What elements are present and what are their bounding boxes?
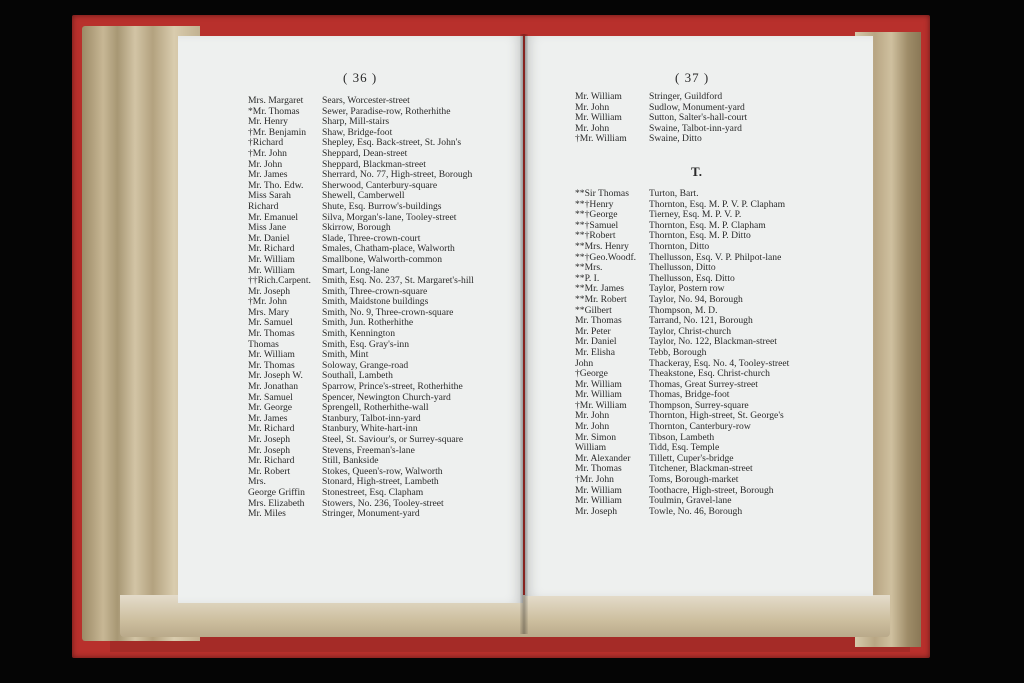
entry-address: Stevens, Freeman's-lane xyxy=(322,445,415,456)
list-item xyxy=(575,337,865,348)
entry-name: †Mr. John xyxy=(248,148,287,159)
entry-address: Shepley, Esq. Back-street, St. John's xyxy=(322,138,462,149)
entry-name: Mr. Thomas xyxy=(575,316,622,327)
list-item xyxy=(248,403,518,414)
entry-name: †Mr. William xyxy=(575,400,627,411)
entry-name: Mr. John xyxy=(575,411,610,422)
entry-name: Mr. John xyxy=(575,123,610,134)
entry-address: Smith, No. 9, Three-crown-square xyxy=(322,307,454,318)
entry-address: Sudlow, Monument-yard xyxy=(649,102,745,113)
entry-address: Smallbone, Walworth-common xyxy=(322,254,443,265)
entry-address: Stowers, No. 236, Tooley-street xyxy=(322,498,444,509)
list-item xyxy=(248,181,518,192)
entry-name: Mr. William xyxy=(248,254,295,265)
entry-name: †Mr. Benjamin xyxy=(248,127,307,138)
list-item xyxy=(575,433,865,444)
entry-name: Mr. Elisha xyxy=(575,347,615,358)
list-item xyxy=(575,422,865,433)
list-item xyxy=(248,424,518,435)
list-item xyxy=(575,411,865,422)
list-item xyxy=(248,361,518,372)
list-item xyxy=(248,234,518,245)
entry-address: Thackeray, Esq. No. 4, Tooley-street xyxy=(649,358,790,369)
list-item xyxy=(575,316,865,327)
entry-address: Smith, Esq. Gray's-inn xyxy=(322,339,410,350)
entry-name: Mr. Emanuel xyxy=(248,212,299,223)
entry-name: George Griffin xyxy=(248,487,305,498)
entry-address: Stonard, High-street, Lambeth xyxy=(322,477,439,488)
page-number: ( 36 ) xyxy=(343,70,378,85)
entry-address: Stringer, Monument-yard xyxy=(322,509,420,520)
list-item xyxy=(248,308,518,319)
entry-list xyxy=(575,189,865,517)
entry-address: Silva, Morgan's-lane, Tooley-street xyxy=(322,212,457,223)
entry-name: Mr. James xyxy=(248,413,288,424)
entry-address: Tibson, Lambeth xyxy=(649,432,715,443)
entry-name: **†Geo.Woodf. xyxy=(575,252,637,263)
entry-name: Mrs. Mary xyxy=(248,307,290,318)
entry-address: Stringer, Guildford xyxy=(649,92,723,102)
entry-address: Stanbury, White-hart-inn xyxy=(322,424,418,435)
entry-address: Taylor, Christ-church xyxy=(649,326,732,337)
entry-address: Thellusson, Esq. Ditto xyxy=(649,273,735,284)
entry-address: Smith, Three-crown-square xyxy=(322,286,428,297)
entry-address: Tarrand, No. 121, Borough xyxy=(649,316,753,327)
list-item xyxy=(248,287,518,298)
list-item xyxy=(575,231,865,242)
entry-name: Mr. Peter xyxy=(575,326,611,337)
list-item xyxy=(248,329,518,340)
list-item xyxy=(575,253,865,264)
entry-name: Mr. Thomas xyxy=(248,360,295,371)
entry-address: Turton, Bart. xyxy=(649,189,699,199)
entry-address: Smales, Chatham-place, Walworth xyxy=(322,244,455,255)
entry-address: Slade, Three-crown-court xyxy=(322,233,421,244)
entry-name: **Mrs. xyxy=(575,263,603,274)
list-item xyxy=(248,509,518,520)
page-number: ( 37 ) xyxy=(675,70,710,85)
list-item xyxy=(575,263,865,274)
entry-address: Titchener, Blackman-street xyxy=(649,464,753,475)
entry-address: Toulmin, Gravel-lane xyxy=(649,496,732,507)
list-item xyxy=(575,295,865,306)
entry-name: Mr. William xyxy=(575,113,622,124)
list-item xyxy=(248,276,518,287)
entry-name: Mr. William xyxy=(248,265,295,276)
entry-address: Toothacre, High-street, Borough xyxy=(649,485,774,496)
list-item xyxy=(575,274,865,285)
list-item xyxy=(575,380,865,391)
entry-name: Mr. Joseph xyxy=(248,445,291,456)
entry-name: Mr. William xyxy=(575,379,622,390)
entry-address: Soloway, Grange-road xyxy=(322,360,409,371)
entry-name: Mr. John xyxy=(248,159,283,170)
list-item xyxy=(248,117,518,128)
entry-name: **†George xyxy=(575,210,618,221)
entry-name: John xyxy=(575,358,594,369)
entry-address: Shewell, Camberwell xyxy=(322,191,405,202)
entry-address: Sherwood, Canterbury-square xyxy=(322,180,438,191)
entry-address: Smith, Mint xyxy=(322,350,369,361)
entry-name: Miss Sarah xyxy=(248,191,291,202)
list-item xyxy=(575,189,865,200)
entry-name: Mr. James xyxy=(248,170,288,181)
entry-name: Mr. Henry xyxy=(248,117,288,128)
entry-name: Mr. Samuel xyxy=(248,318,293,329)
list-item xyxy=(248,318,518,329)
entry-name: ††Rich.Carpent. xyxy=(248,276,311,287)
entry-name: **Mr. James xyxy=(575,284,625,295)
entry-name: †Richard xyxy=(248,138,284,149)
list-item xyxy=(575,507,865,518)
entry-name: Mr. Thomas xyxy=(575,464,622,475)
list-item xyxy=(248,446,518,457)
list-item xyxy=(248,456,518,467)
entry-name: Mrs. Elizabeth xyxy=(248,498,305,509)
entry-address: Sharp, Mill-stairs xyxy=(322,117,390,128)
entry-address: Towle, No. 46, Borough xyxy=(649,506,743,517)
list-item xyxy=(248,213,518,224)
list-item xyxy=(248,107,518,118)
list-item xyxy=(575,486,865,497)
entry-name: Miss Jane xyxy=(248,223,287,234)
list-item xyxy=(248,350,518,361)
entry-address: Sprengell, Rotherhithe-wall xyxy=(322,403,429,414)
list-item xyxy=(248,477,518,488)
entry-address: Steel, St. Saviour's, or Surrey-square xyxy=(322,435,464,445)
entry-address: Tidd, Esq. Temple xyxy=(649,443,720,454)
entry-address: Thompson, M. D. xyxy=(649,305,718,316)
entry-list xyxy=(575,92,865,145)
list-item xyxy=(575,242,865,253)
list-item xyxy=(248,266,518,277)
entry-address: Thornton, High-street, St. George's xyxy=(649,411,784,422)
entry-name: Mrs. xyxy=(248,477,266,488)
entry-address: Smith, Kennington xyxy=(322,329,396,340)
list-item xyxy=(575,306,865,317)
entry-name: Richard xyxy=(248,201,279,212)
entry-name: Mr. Tho. Edw. xyxy=(248,180,304,191)
entry-address: Thellusson, Ditto xyxy=(649,263,716,274)
entry-address: Taylor, Postern row xyxy=(649,284,725,295)
entry-address: Sheppard, Dean-street xyxy=(322,148,408,159)
list-item xyxy=(248,499,518,510)
list-item xyxy=(575,221,865,232)
section-letter: T. xyxy=(691,164,702,179)
entry-name: Mr. Daniel xyxy=(575,337,617,348)
entry-name: Mr. George xyxy=(248,403,293,414)
entry-name: Mr. John xyxy=(575,102,610,113)
list-item xyxy=(575,369,865,380)
entry-address: Sherrard, No. 77, High-street, Borough xyxy=(322,170,473,181)
entry-address: Tillett, Cuper's-bridge xyxy=(649,453,734,464)
entry-name: Mr. William xyxy=(575,485,622,496)
list-item xyxy=(248,223,518,234)
list-item xyxy=(575,103,865,114)
list-item xyxy=(575,327,865,338)
entry-name: Mr. Alexander xyxy=(575,453,631,464)
entry-name: Mr. Robert xyxy=(248,466,291,477)
list-item xyxy=(248,297,518,308)
list-item xyxy=(248,393,518,404)
list-item xyxy=(575,134,865,145)
entry-name: **Sir Thomas xyxy=(575,189,629,199)
entry-address: Thornton, Esq. M. P. Clapham xyxy=(649,220,766,231)
list-item xyxy=(575,200,865,211)
list-item xyxy=(575,496,865,507)
list-item xyxy=(575,359,865,370)
list-item xyxy=(248,160,518,171)
list-item xyxy=(248,202,518,213)
entry-name: William xyxy=(575,443,607,454)
entry-address: Taylor, No. 122, Blackman-street xyxy=(649,337,777,348)
entry-name: **P. I. xyxy=(575,273,600,284)
entry-address: Swaine, Ditto xyxy=(649,134,702,145)
list-item xyxy=(248,488,518,499)
entry-address: Sutton, Salter's-hall-court xyxy=(649,113,748,124)
entry-name: **†Henry xyxy=(575,199,614,210)
book-gutter xyxy=(520,34,528,634)
list-item xyxy=(248,138,518,149)
entry-address: Stanbury, Talbot-inn-yard xyxy=(322,413,421,424)
entry-name: Mr. Samuel xyxy=(248,392,293,403)
list-item xyxy=(575,475,865,486)
entry-name: Mr. William xyxy=(575,92,622,102)
list-item xyxy=(575,464,865,475)
entry-name: Mr. Daniel xyxy=(248,233,290,244)
entry-address: Southall, Lambeth xyxy=(322,371,393,382)
list-item xyxy=(248,382,518,393)
list-item xyxy=(575,454,865,465)
entry-address: Sheppard, Blackman-street xyxy=(322,159,426,170)
entry-address: Stokes, Queen's-row, Walworth xyxy=(322,466,443,477)
list-item xyxy=(248,244,518,255)
entry-name: Mr. John xyxy=(575,422,610,433)
entry-address: Sears, Worcester-street xyxy=(322,96,410,106)
entry-name: †Mr. John xyxy=(248,297,287,308)
entry-address: Smart, Long-lane xyxy=(322,265,390,276)
entry-address: Theakstone, Esq. Christ-church xyxy=(649,369,770,380)
entry-name: Mr. Miles xyxy=(248,509,286,520)
entry-name: Mr. Joseph xyxy=(575,506,618,517)
entry-name: Mr. Joseph W. xyxy=(248,371,303,382)
right-page xyxy=(525,36,873,596)
list-item xyxy=(575,92,865,103)
entry-address: Spencer, Newington Church-yard xyxy=(322,392,451,403)
entry-address: Shute, Esq. Burrow's-buildings xyxy=(322,201,442,212)
entry-name: †Mr. William xyxy=(575,134,627,145)
entry-address: Toms, Borough-market xyxy=(649,475,739,486)
entry-address: Thornton, Ditto xyxy=(649,241,710,252)
list-item xyxy=(248,340,518,351)
list-item xyxy=(575,210,865,221)
list-item xyxy=(248,170,518,181)
entry-name: Mrs. Margaret xyxy=(248,96,304,106)
entry-address: Still, Bankside xyxy=(322,456,379,467)
entry-address: Thornton, Esq. M. P. Ditto xyxy=(649,231,751,242)
entry-address: Sewer, Paradise-row, Rotherhithe xyxy=(322,106,451,117)
entry-address: Thomas, Bridge-foot xyxy=(649,390,730,401)
list-item xyxy=(575,390,865,401)
entry-name: Mr. Jonathan xyxy=(248,382,299,393)
entry-address: Thellusson, Esq. V. P. Philpot-lane xyxy=(649,252,782,263)
list-item xyxy=(248,435,518,446)
list-item xyxy=(248,96,518,107)
entry-address: Smith, Jun. Rotherhithe xyxy=(322,318,414,329)
entry-name: Mr. Joseph xyxy=(248,286,291,297)
entry-name: Thomas xyxy=(248,339,279,350)
entry-address: Sparrow, Prince's-street, Rotherhithe xyxy=(322,382,463,393)
entry-address: Shaw, Bridge-foot xyxy=(322,127,393,138)
entry-name: Mr. William xyxy=(575,496,622,507)
list-item xyxy=(248,191,518,202)
entry-name: Mr. William xyxy=(248,350,295,361)
entry-name: **Mr. Robert xyxy=(575,294,627,305)
list-item xyxy=(248,414,518,425)
entry-name: Mr. Joseph xyxy=(248,435,291,445)
entry-name: †George xyxy=(575,369,608,380)
entry-address: Taylor, No. 94, Borough xyxy=(649,294,743,305)
entry-name: **†Samuel xyxy=(575,220,619,231)
list-item xyxy=(575,443,865,454)
list-item xyxy=(575,401,865,412)
entry-name: Mr. William xyxy=(575,390,622,401)
entry-address: Tierney, Esq. M. P. V. P. xyxy=(649,210,742,221)
entry-address: Thornton, Esq. M. P. V. P. Clapham xyxy=(649,199,786,210)
entry-name: Mr. Richard xyxy=(248,456,295,467)
entry-name: †Mr. John xyxy=(575,475,614,486)
list-item xyxy=(575,348,865,359)
entry-name: **Gilbert xyxy=(575,305,612,316)
entry-address: Thomas, Great Surrey-street xyxy=(649,379,758,390)
list-item xyxy=(248,128,518,139)
entry-name: *Mr. Thomas xyxy=(248,106,300,117)
list-item xyxy=(248,467,518,478)
list-item xyxy=(248,371,518,382)
entry-address: Stonestreet, Esq. Clapham xyxy=(322,487,424,498)
list-item xyxy=(575,124,865,135)
entry-address: Smith, Maidstone buildings xyxy=(322,297,429,308)
entry-list xyxy=(248,96,518,520)
list-item xyxy=(248,255,518,266)
entry-name: Mr. Simon xyxy=(575,432,617,443)
entry-address: Thompson, Surrey-square xyxy=(649,400,749,411)
entry-name: Mr. Richard xyxy=(248,424,295,435)
entry-address: Swaine, Talbot-inn-yard xyxy=(649,123,742,134)
entry-name: **Mrs. Henry xyxy=(575,241,629,252)
list-item xyxy=(575,113,865,124)
entry-name: **†Robert xyxy=(575,231,616,242)
entry-address: Tebb, Borough xyxy=(649,347,707,358)
entry-address: Smith, Esq. No. 237, St. Margaret's-hill xyxy=(322,276,474,287)
entry-name: Mr. Thomas xyxy=(248,329,295,340)
entry-name: Mr. Richard xyxy=(248,244,295,255)
entry-address: Thornton, Canterbury-row xyxy=(649,422,751,433)
list-item xyxy=(248,149,518,160)
left-page xyxy=(178,36,523,603)
list-item xyxy=(575,284,865,295)
entry-address: Skirrow, Borough xyxy=(322,223,391,234)
